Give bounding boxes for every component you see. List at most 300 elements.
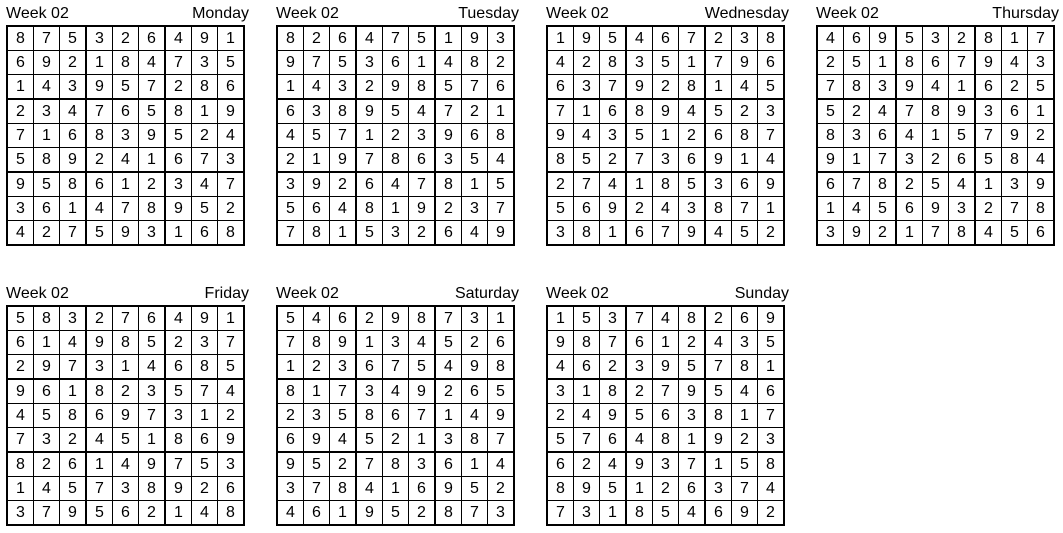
grid-cell: 7: [758, 124, 785, 148]
grid-cell: 4: [304, 306, 330, 331]
grid-cell: 9: [949, 99, 976, 124]
grid-cell: 2: [626, 197, 653, 221]
grid-cell: 4: [600, 452, 627, 477]
grid-cell: 8: [975, 26, 1002, 51]
grid-cell: 8: [218, 221, 245, 246]
grid-cell: 1: [165, 501, 192, 526]
grid-cell: 4: [896, 124, 923, 148]
grid-cell: 4: [435, 51, 462, 75]
grid-cell: 5: [758, 75, 785, 100]
grid-row: [277, 124, 514, 148]
grid-cell: 6: [139, 306, 166, 331]
grid-cell: 9: [705, 428, 732, 453]
grid-cell: 7: [60, 355, 87, 380]
grid-cell: 8: [870, 172, 897, 197]
grid-row: [277, 51, 514, 75]
grid-cell: 9: [277, 452, 304, 477]
grid-cell: 4: [356, 477, 383, 501]
grid-cell: 4: [462, 221, 488, 246]
grid-cell: 4: [653, 306, 679, 331]
grid-row: [547, 172, 784, 197]
grid-cell: 4: [949, 172, 976, 197]
grid-cell: 7: [626, 306, 653, 331]
grid-cell: 1: [600, 501, 627, 526]
grid-row: [817, 221, 1054, 246]
grid-cell: 7: [304, 477, 330, 501]
grid-cell: 5: [86, 221, 113, 246]
grid-cell: 9: [7, 172, 34, 197]
grid-cell: 9: [139, 452, 166, 477]
grid-row: [277, 197, 514, 221]
grid-cell: 3: [356, 379, 383, 404]
grid-row: [7, 51, 244, 75]
grid-cell: 9: [356, 99, 383, 124]
grid-cell: 8: [435, 172, 462, 197]
grid-cell: 4: [165, 26, 192, 51]
grid-cell: 8: [462, 51, 488, 75]
grid-cell: 9: [758, 306, 785, 331]
grid-cell: 6: [409, 148, 436, 173]
grid-cell: 3: [34, 428, 60, 453]
grid-cell: 5: [547, 428, 574, 453]
grid-cell: 8: [383, 452, 409, 477]
grid-cell: 3: [462, 197, 488, 221]
grid-row: [547, 355, 784, 380]
grid-cell: 7: [488, 197, 515, 221]
grid-cell: 2: [870, 221, 897, 246]
puzzle-header: [816, 2, 1061, 24]
grid-cell: 9: [870, 26, 897, 51]
grid-row: [817, 51, 1054, 75]
grid-row: [817, 99, 1054, 124]
grid-cell: 2: [7, 355, 34, 380]
grid-cell: 7: [86, 99, 113, 124]
grid-cell: 5: [705, 379, 732, 404]
grid-cell: 6: [304, 197, 330, 221]
grid-cell: 6: [547, 75, 574, 100]
grid-cell: 6: [574, 355, 600, 380]
grid-cell: 3: [86, 355, 113, 380]
grid-cell: 3: [626, 51, 653, 75]
grid-cell: 8: [732, 124, 758, 148]
grid-cell: 1: [192, 99, 218, 124]
grid-cell: 2: [192, 477, 218, 501]
grid-cell: 2: [626, 379, 653, 404]
grid-cell: 4: [86, 197, 113, 221]
grid-cell: 3: [113, 477, 139, 501]
grid-cell: 1: [626, 477, 653, 501]
grid-cell: 7: [626, 148, 653, 173]
grid-cell: 6: [896, 197, 923, 221]
grid-cell: 8: [60, 172, 87, 197]
grid-cell: 9: [653, 99, 679, 124]
puzzle-header: [6, 282, 251, 304]
grid-cell: 5: [574, 306, 600, 331]
grid-cell: 6: [34, 379, 60, 404]
week-label: Week 02: [816, 5, 879, 22]
grid-cell: 8: [758, 452, 785, 477]
grid-cell: 2: [1028, 124, 1055, 148]
grid-cell: 6: [679, 477, 706, 501]
grid-cell: 9: [435, 124, 462, 148]
grid-cell: 4: [277, 124, 304, 148]
grid-cell: 4: [139, 51, 166, 75]
grid-cell: 3: [574, 501, 600, 526]
grid-cell: 7: [870, 148, 897, 173]
grid-cell: 9: [34, 51, 60, 75]
grid-cell: 9: [844, 221, 870, 246]
grid-cell: 8: [705, 197, 732, 221]
grid-cell: 4: [356, 26, 383, 51]
grid-cell: 1: [574, 99, 600, 124]
grid-cell: 3: [383, 331, 409, 355]
grid-cell: 3: [165, 172, 192, 197]
grid-cell: 5: [113, 75, 139, 100]
grid-row: [817, 172, 1054, 197]
grid-cell: 7: [462, 75, 488, 100]
grid-cell: 9: [330, 331, 357, 355]
grid-cell: 7: [653, 221, 679, 246]
grid-cell: 3: [60, 75, 87, 100]
grid-cell: 8: [409, 75, 436, 100]
grid-cell: 7: [356, 148, 383, 173]
grid-cell: 1: [435, 26, 462, 51]
grid-cell: 4: [817, 26, 844, 51]
grid-row: [7, 26, 244, 51]
grid-cell: 5: [356, 428, 383, 453]
grid-cell: 1: [7, 477, 34, 501]
grid-cell: 2: [462, 331, 488, 355]
grid-cell: 3: [975, 99, 1002, 124]
grid-cell: 2: [975, 197, 1002, 221]
grid-cell: 8: [653, 428, 679, 453]
day-label: Thursday: [992, 5, 1059, 22]
grid-row: [7, 75, 244, 100]
grid-cell: 2: [896, 172, 923, 197]
grid-cell: 8: [277, 26, 304, 51]
grid-cell: 9: [409, 379, 436, 404]
grid-cell: 1: [139, 428, 166, 453]
grid-cell: 3: [732, 26, 758, 51]
grid-cell: 6: [488, 331, 515, 355]
grid-cell: 1: [547, 26, 574, 51]
grid-cell: 6: [462, 124, 488, 148]
grid-cell: 2: [435, 379, 462, 404]
grid-row: [7, 172, 244, 197]
grid-cell: 7: [165, 452, 192, 477]
grid-cell: 7: [356, 452, 383, 477]
grid-cell: 6: [435, 221, 462, 246]
grid-cell: 7: [165, 51, 192, 75]
grid-cell: 7: [547, 99, 574, 124]
grid-cell: 9: [277, 51, 304, 75]
grid-row: [547, 51, 784, 75]
grid-cell: 5: [192, 197, 218, 221]
sudoku-grid: [6, 25, 245, 246]
grid-cell: 9: [1002, 124, 1028, 148]
grid-cell: 8: [356, 197, 383, 221]
grid-cell: 5: [488, 172, 515, 197]
grid-cell: 6: [679, 148, 706, 173]
grid-cell: 7: [758, 404, 785, 428]
grid-cell: 1: [844, 148, 870, 173]
grid-cell: 6: [7, 331, 34, 355]
grid-cell: 6: [758, 51, 785, 75]
grid-cell: 3: [705, 477, 732, 501]
grid-cell: 8: [626, 501, 653, 526]
grid-cell: 5: [218, 355, 245, 380]
grid-cell: 4: [330, 428, 357, 453]
grid-cell: 3: [574, 75, 600, 100]
grid-cell: 8: [1028, 197, 1055, 221]
grid-cell: 3: [277, 477, 304, 501]
grid-row: [547, 477, 784, 501]
sudoku-puzzle-friday: [6, 282, 251, 521]
grid-cell: 5: [7, 148, 34, 173]
grid-cell: 6: [705, 501, 732, 526]
grid-cell: 8: [60, 404, 87, 428]
day-label: Wednesday: [704, 5, 789, 22]
grid-cell: 6: [975, 75, 1002, 100]
grid-cell: 5: [139, 331, 166, 355]
grid-cell: 6: [383, 404, 409, 428]
grid-cell: 2: [653, 477, 679, 501]
grid-cell: 6: [732, 172, 758, 197]
grid-row: [547, 452, 784, 477]
grid-cell: 8: [488, 124, 515, 148]
week-label: Week 02: [276, 285, 339, 302]
grid-cell: 7: [896, 99, 923, 124]
grid-cell: 2: [277, 404, 304, 428]
grid-cell: 2: [409, 221, 436, 246]
grid-cell: 7: [435, 99, 462, 124]
grid-cell: 6: [165, 148, 192, 173]
grid-cell: 1: [113, 172, 139, 197]
grid-cell: 5: [304, 452, 330, 477]
grid-cell: 8: [949, 221, 976, 246]
grid-cell: 6: [330, 306, 357, 331]
grid-cell: 5: [34, 172, 60, 197]
grid-cell: 9: [139, 124, 166, 148]
grid-cell: 8: [330, 477, 357, 501]
grid-cell: 5: [356, 221, 383, 246]
grid-row: [547, 99, 784, 124]
grid-cell: 3: [34, 99, 60, 124]
grid-cell: 3: [547, 379, 574, 404]
grid-cell: 7: [218, 331, 245, 355]
grid-cell: 7: [679, 26, 706, 51]
grid-cell: 3: [923, 26, 949, 51]
grid-cell: 6: [435, 452, 462, 477]
grid-row: [7, 331, 244, 355]
grid-cell: 6: [547, 452, 574, 477]
grid-cell: 3: [758, 99, 785, 124]
grid-cell: 7: [277, 221, 304, 246]
grid-cell: 6: [574, 197, 600, 221]
grid-cell: 6: [192, 221, 218, 246]
grid-cell: 5: [34, 404, 60, 428]
grid-cell: 3: [949, 197, 976, 221]
grid-cell: 2: [192, 124, 218, 148]
grid-cell: 2: [409, 501, 436, 526]
grid-cell: 3: [218, 148, 245, 173]
grid-row: [817, 148, 1054, 173]
grid-cell: 1: [139, 148, 166, 173]
grid-cell: 1: [817, 197, 844, 221]
sudoku-puzzle-wednesday: [546, 2, 791, 241]
grid-row: [7, 428, 244, 453]
grid-cell: 2: [113, 26, 139, 51]
grid-cell: 5: [435, 331, 462, 355]
grid-cell: 1: [330, 501, 357, 526]
grid-cell: 9: [304, 428, 330, 453]
grid-cell: 9: [60, 148, 87, 173]
grid-cell: 4: [547, 51, 574, 75]
grid-cell: 3: [705, 172, 732, 197]
grid-cell: 4: [7, 221, 34, 246]
sudoku-grid: [546, 305, 785, 526]
grid-cell: 8: [488, 355, 515, 380]
grid-cell: 8: [218, 501, 245, 526]
grid-cell: 5: [1002, 221, 1028, 246]
grid-cell: 2: [732, 99, 758, 124]
grid-cell: 5: [600, 477, 627, 501]
grid-cell: 3: [626, 355, 653, 380]
grid-cell: 2: [488, 51, 515, 75]
grid-cell: 1: [758, 197, 785, 221]
grid-cell: 3: [817, 221, 844, 246]
grid-row: [277, 404, 514, 428]
grid-cell: 8: [7, 26, 34, 51]
grid-cell: 7: [732, 477, 758, 501]
grid-cell: 6: [705, 124, 732, 148]
grid-cell: 5: [165, 379, 192, 404]
grid-cell: 7: [383, 26, 409, 51]
grid-cell: 2: [547, 404, 574, 428]
grid-cell: 8: [409, 306, 436, 331]
grid-cell: 9: [192, 26, 218, 51]
grid-cell: 1: [870, 51, 897, 75]
grid-cell: 7: [34, 501, 60, 526]
grid-cell: 4: [626, 26, 653, 51]
grid-cell: 5: [1028, 75, 1055, 100]
grid-cell: 9: [975, 51, 1002, 75]
grid-cell: 2: [679, 331, 706, 355]
grid-cell: 3: [1028, 51, 1055, 75]
grid-cell: 5: [218, 51, 245, 75]
grid-cell: 4: [574, 124, 600, 148]
grid-cell: 5: [732, 452, 758, 477]
grid-cell: 1: [732, 148, 758, 173]
grid-cell: 8: [304, 331, 330, 355]
grid-cell: 6: [949, 148, 976, 173]
grid-cell: 1: [165, 221, 192, 246]
grid-cell: 7: [462, 501, 488, 526]
grid-cell: 6: [218, 75, 245, 100]
grid-cell: 3: [435, 148, 462, 173]
grid-cell: 2: [139, 172, 166, 197]
grid-cell: 2: [330, 452, 357, 477]
grid-cell: 3: [218, 452, 245, 477]
grid-cell: 3: [870, 75, 897, 100]
grid-cell: 1: [488, 99, 515, 124]
sudoku-puzzle-saturday: [276, 282, 521, 521]
grid-cell: 9: [165, 477, 192, 501]
grid-cell: 4: [34, 75, 60, 100]
grid-cell: 6: [844, 26, 870, 51]
grid-cell: 1: [86, 452, 113, 477]
grid-cell: 6: [113, 501, 139, 526]
grid-cell: 8: [705, 404, 732, 428]
sudoku-grid: [276, 305, 515, 526]
grid-cell: 5: [409, 26, 436, 51]
grid-cell: 3: [7, 197, 34, 221]
grid-cell: 5: [488, 379, 515, 404]
grid-cell: 7: [817, 75, 844, 100]
grid-cell: 8: [462, 428, 488, 453]
grid-cell: 6: [165, 355, 192, 380]
grid-cell: 4: [34, 477, 60, 501]
grid-cell: 1: [600, 221, 627, 246]
grid-cell: 1: [304, 379, 330, 404]
grid-cell: 8: [139, 477, 166, 501]
grid-cell: 9: [218, 99, 245, 124]
grid-cell: 4: [113, 148, 139, 173]
grid-cell: 2: [34, 221, 60, 246]
grid-cell: 2: [383, 124, 409, 148]
grid-cell: 9: [192, 306, 218, 331]
grid-cell: 4: [574, 404, 600, 428]
grid-cell: 5: [653, 501, 679, 526]
grid-cell: 3: [192, 331, 218, 355]
grid-cell: 4: [975, 221, 1002, 246]
grid-cell: 7: [574, 428, 600, 453]
grid-cell: 5: [949, 124, 976, 148]
grid-cell: 1: [679, 428, 706, 453]
grid-cell: 4: [192, 501, 218, 526]
grid-cell: 4: [679, 99, 706, 124]
week-label: Week 02: [546, 285, 609, 302]
grid-cell: 8: [574, 331, 600, 355]
week-label: Week 02: [276, 5, 339, 22]
grid-cell: 7: [679, 452, 706, 477]
grid-cell: 5: [705, 99, 732, 124]
grid-cell: 6: [277, 428, 304, 453]
grid-cell: 1: [574, 379, 600, 404]
grid-cell: 1: [356, 331, 383, 355]
grid-cell: 1: [60, 197, 87, 221]
grid-cell: 2: [304, 26, 330, 51]
grid-cell: 5: [679, 355, 706, 380]
grid-cell: 5: [758, 331, 785, 355]
grid-cell: 3: [86, 26, 113, 51]
grid-cell: 8: [113, 51, 139, 75]
grid-cell: 6: [304, 501, 330, 526]
grid-cell: 5: [626, 124, 653, 148]
grid-cell: 2: [304, 355, 330, 380]
grid-cell: 7: [139, 75, 166, 100]
grid-cell: 6: [488, 75, 515, 100]
grid-cell: 2: [165, 331, 192, 355]
grid-cell: 4: [547, 355, 574, 380]
grid-cell: 3: [732, 331, 758, 355]
grid-cell: 4: [165, 306, 192, 331]
grid-cell: 4: [60, 331, 87, 355]
grid-row: [7, 477, 244, 501]
grid-cell: 1: [732, 404, 758, 428]
day-label: Saturday: [454, 285, 519, 302]
grid-cell: 3: [330, 75, 357, 100]
